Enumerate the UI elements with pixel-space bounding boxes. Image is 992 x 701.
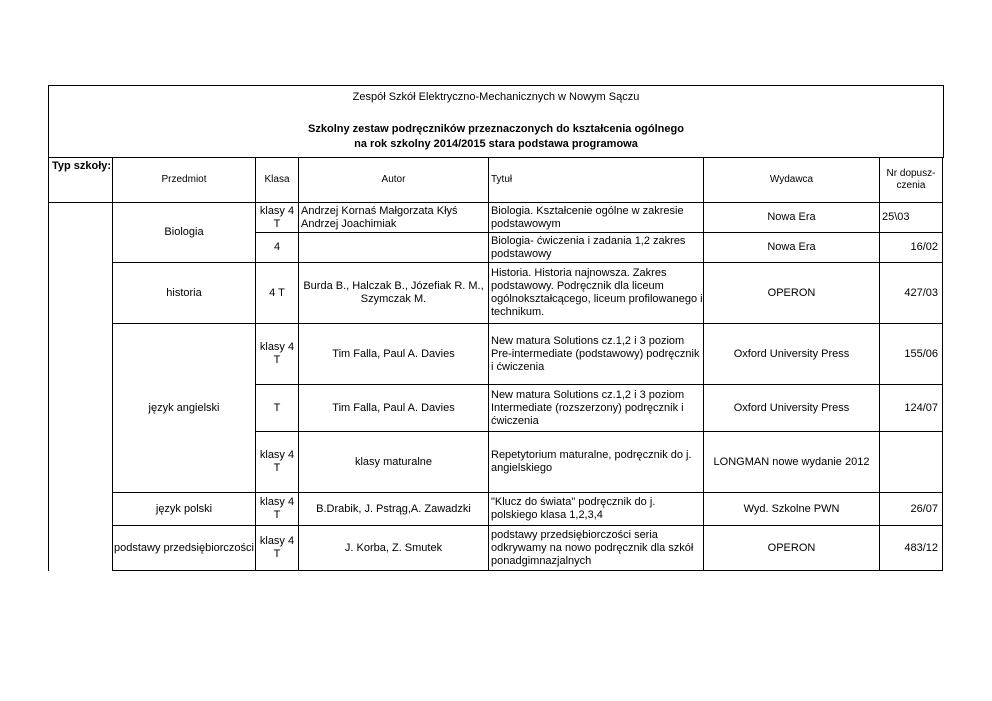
row-1-klasa: 4 <box>273 241 281 253</box>
row-3-wydawca: Oxford University Press <box>733 347 850 360</box>
row-0-wydawca: Nowa Era <box>767 211 816 223</box>
row-4-autor: Tim Falla, Paul A. Davies <box>332 401 455 414</box>
document-title-line1: Szkolny zestaw podręczników przeznaczonych do kształcenia ogólnego <box>308 123 684 135</box>
row-7-klasa: klasy 4 T <box>259 535 295 560</box>
subject-jezyk-angielski: język angielski <box>148 401 220 414</box>
row-2-autor: Burda B., Halczak B., Józefiak R. M., Szymczak M. <box>303 280 484 305</box>
row-2-wydawca: OPERON <box>767 286 816 299</box>
school-name: Zespół Szkół Elektryczno-Mechanicznych w Nowym Sączu <box>352 91 640 103</box>
grid-line <box>112 570 943 571</box>
row-7-autor: J. Korba, Z. Smutek <box>344 541 443 554</box>
row-1-tytul: Biologia- ćwiczenia i zadania 1,2 zakres podstawowy <box>491 234 686 260</box>
row-6-nr: 26/07 <box>910 502 938 515</box>
row-1-autor <box>299 233 488 262</box>
row-5-tytul: Repetytorium maturalne, podręcznik do j. angielskiego <box>491 449 692 474</box>
row-0-klasa: klasy 4 T <box>259 204 295 230</box>
row-1-nr: 16/02 <box>910 241 938 253</box>
textbook-sheet <box>48 85 944 571</box>
col-header-klasa: Klasa <box>264 174 290 185</box>
row-2-tytul: Historia. Historia najnowsza. Zakres podstawowy. Podręcznik dla liceum ogólnokształcącego, liceum profilowanego i technikum. <box>491 267 703 318</box>
row-5-wydawca: LONGMAN nowe wydanie 2012 <box>713 455 870 468</box>
subject-biologia: Biologia <box>164 226 204 238</box>
document-title-line2: na rok szkolny 2014/2015 stara podstawa programowa <box>354 138 638 150</box>
grid-line <box>48 157 49 571</box>
row-0-autor: Andrzej Kornaś Małgorzata Kłyś Andrzej Joachimiak <box>301 204 458 230</box>
row-4-tytul: New matura Solutions cz.1,2 i 3 poziom Intermediate (rozszerzony) podręcznik i ćwiczenia <box>491 388 685 427</box>
col-header-przedmiot: Przedmiot <box>161 174 207 185</box>
row-7-nr: 483/12 <box>904 541 938 554</box>
row-5-klasa: klasy 4 T <box>259 449 295 474</box>
col-header-typ: Typ szkoły: <box>52 160 112 172</box>
row-3-tytul: New matura Solutions cz.1,2 i 3 poziom Pre-intermediate (podstawowy) podręcznik i ćwiczenia <box>491 334 700 373</box>
row-3-autor: Tim Falla, Paul A. Davies <box>332 347 455 360</box>
row-6-autor: B.Drabik, J. Pstrąg,A. Zawadzki <box>316 502 471 515</box>
row-5-nr <box>880 432 942 492</box>
row-0-tytul: Biologia. Kształcenie ogólne w zakresie podstawowym <box>491 204 684 230</box>
row-7-wydawca: OPERON <box>767 541 816 554</box>
col-header-wydawca: Wydawca <box>769 174 814 185</box>
row-0-nr: 25\03 <box>882 211 910 223</box>
col-header-autor: Autor <box>381 174 406 185</box>
col-header-nr: Nr dopusz-czenia <box>886 168 936 191</box>
row-1-wydawca: Nowa Era <box>767 241 816 253</box>
header-box <box>48 85 944 158</box>
subject-jezyk-polski: język polski <box>155 502 213 515</box>
subject-podstawy-przedsiebiorczosci: podstawy przedsiębiorczości <box>113 541 254 554</box>
row-2-klasa: 4 T <box>269 286 285 299</box>
col-header-tytul: Tytuł <box>491 174 513 185</box>
row-6-wydawca: Wyd. Szkolne PWN <box>743 502 840 515</box>
row-4-klasa: T <box>273 401 281 414</box>
grid-line <box>942 157 943 571</box>
row-7-tytul: podstawy przedsiębiorczości seria odkrywamy na nowo podręcznik dla szkół ponadgimnazjalnych <box>491 528 694 567</box>
row-6-klasa: klasy 4 T <box>259 496 295 521</box>
row-4-wydawca: Oxford University Press <box>733 401 850 414</box>
row-3-klasa: klasy 4 T <box>259 341 295 366</box>
row-6-tytul: "Klucz do świata" podręcznik do j. polskiego klasa 1,2,3,4 <box>491 496 656 521</box>
row-5-autor: klasy maturalne <box>354 455 433 468</box>
subject-historia: historia <box>166 286 202 299</box>
row-4-nr: 124/07 <box>904 401 938 414</box>
row-3-nr: 155/06 <box>904 347 938 360</box>
row-2-nr: 427/03 <box>904 286 938 299</box>
